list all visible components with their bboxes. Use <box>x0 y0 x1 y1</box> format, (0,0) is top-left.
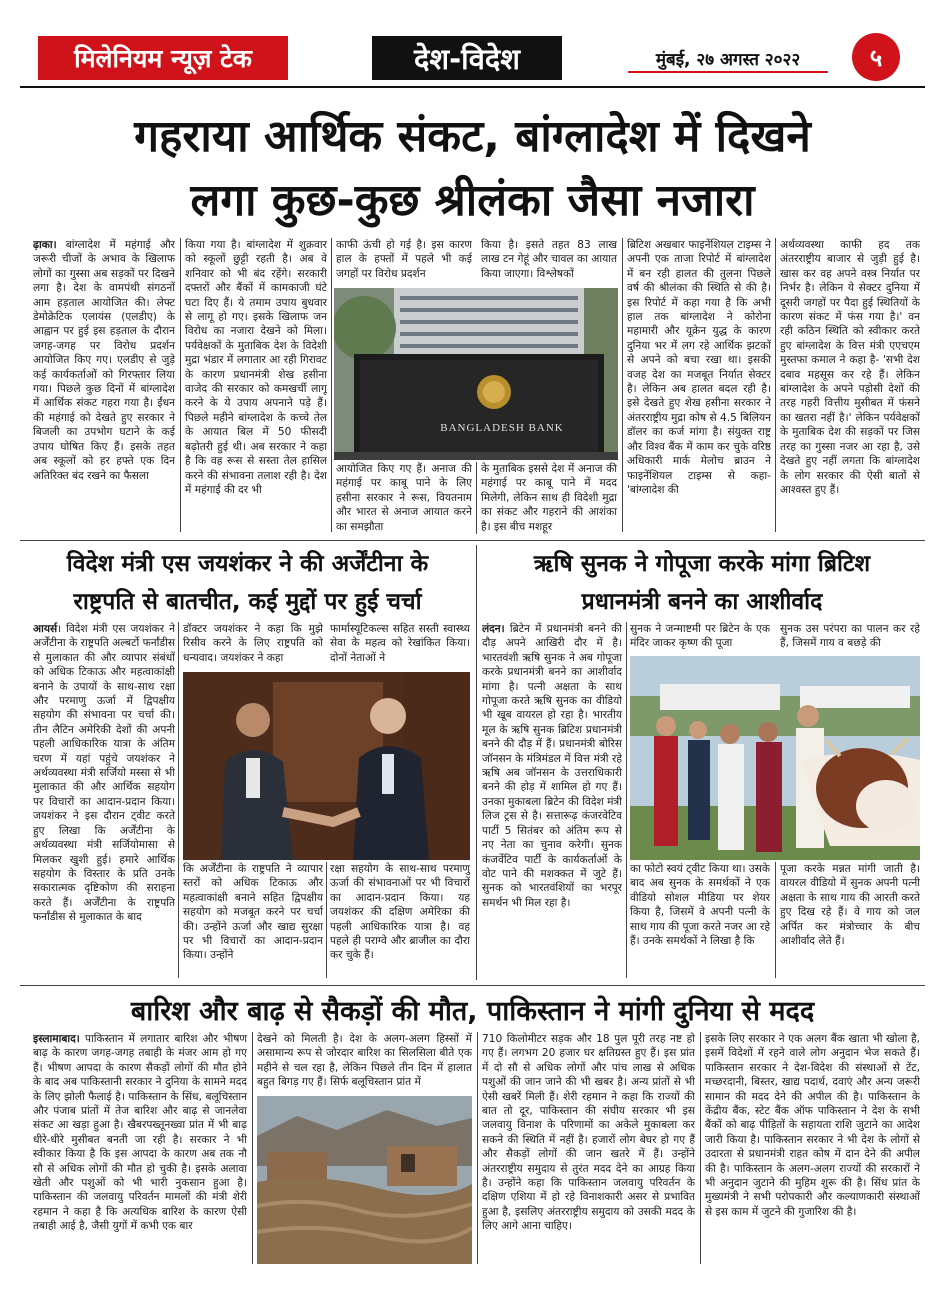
leaders-handshake-image <box>183 672 470 860</box>
pakistan-col-3: 710 किलोमीटर सड़क और 18 पुल पूरी तरह नष्ट हो गए हैं। लगभग 20 हजार घर क्षतिग्रस्त हुए हैं। इस प्रांत में दो सौ से अधिक लोगों और पांच लाख से अधिक पशुओं की जान जाने की भी खबर है। अन्य प्रांतों से भी ऐसी खबरें मिली हैं। शेरी रहमान ने कहा कि राज्यों की बात तो दूर, पाकिस्तान की संघीय सरकार भी इस जलवायु विनाश के परिणामों का अकेले मुकाबला कर सकने की स्थिति में नहीं है। हजारों लोग बेघर हो गए हैं और सैकड़ों लोगों की जान खतरे में हैं। उन्होंने अंतरराष्ट्रीय समुदाय से तुरंत मदद देने का आग्रह किया है। उन्होंने कहा कि पाकिस्तान जलवायु परिवर्तन के दक्षिण एशिया में हो रहे विनाशकारी असर से प्रभावित हुआ है, इसलिए अंतरराष्ट्रीय समुदाय को उसकी मदद के लिए आगे आना चाहिए। <box>482 1033 695 1233</box>
sunak-cow-puja-photo <box>630 656 920 860</box>
headline-sunak-line1: ऋषि सुनक ने गोपूजा करके मांगा ब्रिटिश <box>533 551 871 577</box>
bangladesh-col-2: किया गया है। बांग्लादेश में शुक्रवार को स्कूलों छुट्टी रहती है। अब वे शनिवार को भी बंद रहेंगे। सरकारी दफ्तरों और बैंकों में कामकाजी घंटे घटा दिए हैं। ये तमाम उपाय बुधवार से लागू हो गए। इसके खिलाफ जन विरोध का नजारा देखने को मिला। पर्यवेक्षकों के मुताबिक देश के विदेशी मुद्रा भंडार में लगातार आ रही गिरावट के कारण प्रधानमंत्री शेख हसीना वाजेद की सरकार को कमखर्ची लागू करने के ये उपाय अपनाने पड़े हैं। पिछले महीने बांग्लादेश के कच्चे तेल के आयात बिल में 50 फीसदी बढ़ोतरी हुई थी। अब सरकार ने कहा है कि वह रूस से सस्ता तेल हासिल करने की संभावना तलाश रही है। देश में महंगाई की दर भी <box>185 239 327 496</box>
jaishankar-col-3-top: फार्मास्यूटिकल्स सहित सस्ती स्वास्थ्य सेवा के महत्व को रेखांकित किया। दोनों नेताओं ने <box>330 623 470 664</box>
bank-building-image <box>334 288 618 460</box>
column-rule <box>326 862 327 978</box>
bank-sign: BANGLADESH BANK <box>440 422 564 434</box>
column-rule <box>622 238 623 532</box>
flooded-village-image <box>257 1096 472 1264</box>
bangladesh-col-5: ब्रिटिश अखबार फाइनेंशियल टाइम्स ने अपनी एक ताजा रिपोर्ट में बांग्लादेश में बन रही हालत की तुलना पिछले वर्ष की श्रीलंका की स्थिति से की है। इस रिपोर्ट में कहा गया है कि अभी हाल तक बांग्लादेश ने कोरोना महामारी और यूक्रेन युद्ध के कारण दुनिया भर में लग रहे आर्थिक झटकों से अपने को बचा रखा था। इसकी वजह देश का मजबूत निर्यात सेक्टर है। लेकिन अब हालत बदल रही है। इसे देखते हुए शेख हसीना सरकार ने अंतरराष्ट्रीय मुद्रा कोष से 4.5 बिलियन डॉलर का कर्ज मांगा है। संयुक्त राष्ट्र और विश्व बैंक में काम कर चुके वरिष्ठ अधिकारी मार्क मेलोच ब्राउन ने फाइनेंशियल टाइम्स से कहा- 'बांग्लादेश की <box>627 239 771 496</box>
headline-sunak-line2: प्रधानमंत्री बनने का आशीर्वाद <box>581 589 823 615</box>
headline-jaishankar-line1: विदेश मंत्री एस जयशंकर ने की अर्जेंटीना के <box>66 551 429 577</box>
column-rule <box>331 238 332 532</box>
sunak-col-2-top: सुनक ने जन्माष्टमी पर ब्रिटेन के एक मंदिर जाकर कृष्ण की पूजा <box>630 623 770 650</box>
sunak-col-1: लंदन। ब्रिटेन में प्रधानमंत्री बनने की दौड़ अपने आखिरी दौर में है। भारतवंशी ऋषि सुनक ने अब गोपूजा करके प्रधानमंत्री बनने का आशीर्वाद मांगा है। पत्नी अक्षता के साथ गोपूजा करते ऋषि सुनक का वीडियो भी खूब वायरल हो रहा है। भारतीय मूल के ऋषि सुनक ब्रिटिश प्रधानमंत्री बनने की दौड़ में हैं। प्रधानमंत्री बोरिस जॉनसन के मंत्रिमंडल में वित्त मंत्री रहे ऋषि अब जॉनसन के उत्तराधिकारी बनने की होड़ में शामिल हो गए हैं। उनका मुकाबला ब्रिटेन की विदेश मंत्री लिज ट्रस से है। सत्तारूढ़ कंजरवेटिव पार्टी 5 सितंबर को अंतिम रूप से नए नेता का चुनाव करेगी। सुनक कंजर्वेटिव पार्टी के कार्यकर्ताओं के वोट पाने की मशक्कत में जुटे हैं। सुनक को भारतवंशियों का भरपूर समर्थन भी मिल रहा है। <box>482 623 622 909</box>
masthead-rule <box>20 86 925 88</box>
pakistan-col-2-top: देखने को मिलती है। देश के अलग-अलग हिस्सों में असामान्य रूप से जोरदार बारिश का सिलसिला बीते एक महीने से चल रहा है, लेकिन पिछले तीन दिन में हालात बहुत बिगड़ गए हैं। सिर्फ बलूचिस्तान प्रांत में <box>257 1033 472 1089</box>
issue-date: मुंबई, २७ अगस्त २०२२ <box>628 45 828 73</box>
bangladesh-bank-photo <box>334 288 618 460</box>
pakistan-col-1: इस्लामाबाद। पाकिस्तान में लगातार बारिश और भीषण बाढ़ के कारण जगह-जगह तबाही के मंजर आम हो गए हैं। भीषण आपदा के कारण सैकड़ों लोगों की मौत होने के बाद अब पाकिस्तानी सरकार ने दुनिया के सामने मदद के लिए झोली फैलाई है। पाकिस्तान के सिंध, बलूचिस्तान और पंजाब प्रांतों में तेज बारिश और बाढ़ से जानलेवा संकट आ खड़ा हुआ है। खैबरपख्तूनख्वा प्रांत में भी बाढ़ धीरे-धीरे मुसीबत बनती जा रही है। सरकार ने भी स्वीकार किया है कि इस आपदा के कारण अब तक नौ सौ से अधिक लोगों की मौत हो चुकी है। इसके अलावा खेती और पशुओं को भी भारी नुकसान हुआ है। पाकिस्तान की जलवायु परिवर्तन मामलों की मंत्री शेरी रहमान ने कहा है कि अत्यधिक बारिश के कारण ऐसी तबाही आई है, जैसी युगों में कभी एक बार <box>33 1033 247 1233</box>
story-divider <box>476 545 477 980</box>
column-rule <box>477 1032 478 1264</box>
column-rule <box>775 862 776 978</box>
section-rule <box>20 985 925 986</box>
column-rule <box>178 622 179 978</box>
column-rule <box>626 622 627 978</box>
bangladesh-col-4-top: किया है। इसते तहत 83 लाख लाख टन गेहूं और चावल का आयात किया जाएगा। विश्लेषकों <box>481 239 617 280</box>
page-number: ५ <box>852 33 900 81</box>
jaishankar-col-2-top: डॉक्टर जयशंकर ने कहा कि मुझे रिसीव करने के लिए राष्ट्रपति को धन्यवाद। जयशंकर ने कहा <box>183 623 323 664</box>
bangladesh-col-3-bottom: आयोजित किए गए हैं। अनाज की महंगाई पर काबू पाने के लिए हसीना सरकार ने रूस, वियतनाम और भारत से अनाज आयात करने का समझौता <box>336 463 472 533</box>
flood-photo <box>257 1096 472 1264</box>
column-rule <box>252 1032 253 1264</box>
dateline: ढ़ाका। <box>33 239 57 251</box>
dateline: आयर्स <box>33 623 58 635</box>
column-rule <box>775 238 776 532</box>
sunak-col-3-bottom: पूजा करके मन्नत मांगी जाती है। वायरल वीडियो में सुनक अपनी पत्नी अक्षता के साथ गाय की आरती करते हुए दिख रहे हैं। वे गाय को जल अर्पित कर मंत्रोच्चार के बीच आशीर्वाद लेते हैं। <box>780 863 920 948</box>
cow-worship-image <box>630 656 920 860</box>
jaishankar-col-1: आयर्स। विदेश मंत्री एस जयशंकर ने अर्जेंटीना के राष्ट्रपति अल्बर्टो फर्नांडीस से मुलाकात की और व्यापार संबंधों को अधिक टिकाऊ और महत्वाकांक्षी बनाने के उपायों के साथ-साथ रक्षा और परमाणु ऊर्जा में द्विपक्षीय सहयोग की संभावना पर चर्चा की। तीन लैटिन अमेरिकी देशों की अपनी पहली आधिकारिक यात्रा के अंतिम चरण में यहां पहुंचे जयशंकर ने अर्थव्यवस्था मंत्री सर्जियो मस्सा से भी मुलाकात की और आर्थिक सहयोग पर विचारों का आदान-प्रदान किया।जयशंकर ने इस दौरान ट्वीट करते हुए लिखा कि अर्जेंटीना के अर्थव्यवस्था मंत्री सर्जियोमासा से मिलकर खुशी हुई। हमारे आर्थिक सहयोग के विस्तार के प्रति उनके सकारात्मक दृष्टिकोण की सराहना करते हैं। अर्जेंटीना के राष्ट्रपति फर्नांडीस से मुलाकात के बाद <box>33 623 175 924</box>
bangladesh-col-6: अर्थव्यवस्था काफी हद तक अंतरराष्ट्रीय बाजार से जुड़ी हुई है। खास कर वह अपने वस्त्र निर्यात पर निर्भर है। लेकिन ये सेक्टर दुनिया में दूसरी जगहों पर पैदा हुई स्थितियों के कारण संकट में फंस गया है।' वन रही कठिन स्थिति को स्वीकार करते हुए बांग्लादेश के वित्त मंत्री एएचएम मुस्तफा कमाल ने कहा है- 'सभी देश दबाव महसूस कर रहे हैं। लेकिन बांग्लादेश के अपने पड़ोसी देशों की तरह गहरी वित्तीय मुसीबत में फंसने का खतरा नहीं है।' लेकिन पर्यवेक्षकों के मुताबिक देश की सड़कों पर जिस तरह का गुस्सा नजर आ रहा है, उसे देखते हुए नहीं लगता कि बांग्लादेश के लोग सरकार की ऐसी बातों से आश्वस्त हुए हैं। <box>780 239 920 496</box>
column-rule <box>180 238 181 532</box>
bangladesh-col-1: ढ़ाका। बांग्लादेश में महंगाई और जरूरी चीजों के अभाव के खिलाफ लोगों का गुस्सा अब सड़कों पर दिखने लगा है। देश के वामपंथी संगठनों आम हड़ताल आयोजित की। लेफ्ट डेमोक्रेटिक एलायंस (एलडीए) के आह्वान पर हुई इस हड़ताल के दौरान जगह-जगह पर विरोध प्रदर्शन आयोजित किए गए। एलडीए से जुड़े कई कार्यकर्ताओं को गिरफ्तार लिया गया। पिछले कुछ दिनों में बांग्लादेश में आर्थिक संकट गहरा गया है। ईंधन की महंगाई को देखते हुए सरकार ने बिजली का उपभोग घटाने के कई उपाय घोषित किए हैं। इसके तहत अब स्कूलों को हर हफ्ते एक दिन अतिरिक्त बंद रखने का फैसला <box>33 239 175 482</box>
sunak-col-3-top: सुनक उस परंपरा का पालन कर रहे हैं, जिसमें गाय व बछड़े की <box>780 623 920 650</box>
section-rule <box>20 540 925 541</box>
headline-bangladesh-line1: गहराया आर्थिक संकट, बांग्लादेश में दिखने <box>134 111 811 162</box>
dateline: इस्लामाबाद। <box>33 1033 80 1045</box>
paper-name: मिलेनियम न्यूज़ टेक <box>38 36 288 80</box>
sunak-col-2-bottom: का फोटो स्वयं ट्वीट किया था। उसके बाद अब सुनक के समर्थकों ने एक वीडियो सोशल मीडिया पर शेयर किया है, जिसमें वे अपनी पत्नी के साथ गाय की पूजा करते नजर आ रहे हैं। उनके समर्थकों ने लिखा है कि <box>630 863 770 948</box>
headline-bangladesh-line2: लगा कुछ-कुछ श्रीलंका जैसा नजारा <box>190 175 755 226</box>
bangladesh-col-3-top: काफी ऊंची हो गई है। इस कारण हाल के हफ्तों में पहले भी कई जगहों पर विरोध प्रदर्शन <box>336 239 472 280</box>
jaishankar-meeting-photo <box>183 672 470 860</box>
section-title: देश-विदेश <box>372 36 562 80</box>
pakistan-col-4: इसके लिए सरकार ने एक अलग बैंक खाता भी खोला है, इसमें विदेशों में रहने वाले लोग अनुदान भेज सकते हैं। पाकिस्तान सरकार ने देश-विदेश की संस्थाओं से टेंट, मच्छरदानी, बिस्तर, खाद्य पदार्थ, दवाएं और अन्य जरूरी सामान की मदद देने की अपील की है। पाकिस्तान के केंद्रीय बैंक, स्टेट बैंक ऑफ पाकिस्तान ने देश के सभी बैंकों को बाढ़ पीड़ितों के सहायता राशि जुटाने का आदेश जारी किया है। पाकिस्तान सरकार ने भी देश के लोगों से उदारता से प्रधानमंत्री राहत कोष में दान देने की अपील की है। पाकिस्तान के अलग-अलग राज्यों की सरकारों ने भी अनुदान जुटाने की मुहिम शुरू की है। सिंध प्रांत के मुख्यमंत्री ने सभी परोपकारी और कल्याणकारी संस्थाओं से इस काम में जुटने की गुजारिश की है। <box>705 1033 920 1218</box>
headline-pakistan-floods: बारिश और बाढ़ से सैकड़ों की मौत, पाकिस्तान ने मांगी दुनिया से मदद <box>130 996 815 1027</box>
column-rule <box>476 462 477 534</box>
bangladesh-col-4-bottom: के मुताबिक इससे देश में अनाज की महंगाई पर काबू पाने में मदद मिलेगी, लेकिन साथ ही विदेशी मुद्रा का संकट और गहराने की आशंका है। इस बीच मशहूर <box>481 463 617 533</box>
dateline: लंदन। <box>482 623 505 635</box>
headline-jaishankar-line2: राष्ट्रपति से बातचीत, कई मुद्दों पर हुई चर्चा <box>73 589 422 615</box>
jaishankar-col-3-bottom: रक्षा सहयोग के साथ-साथ परमाणु ऊर्जा की संभावनाओं पर भी विचारों का आदान-प्रदान किया। यह जयशंकर की दक्षिण अमेरिका की पहली आधिकारिक यात्रा है। वह पहले ही पराग्वे और ब्राजील का दौरा कर चुके हैं। <box>330 863 470 962</box>
column-rule <box>700 1032 701 1264</box>
jaishankar-col-2-bottom: कि अर्जेंटीना के राष्ट्रपति ने व्यापार स्तरों को अधिक टिकाऊ और महत्वाकांक्षी बनाने सहित द्विपक्षीय सहयोग को मजबूत करने पर चर्चा की। उन्होंने ऊर्जा और खाद्य सुरक्षा पर भी विचारों का आदान-प्रदान किया। उन्होंने <box>183 863 323 962</box>
